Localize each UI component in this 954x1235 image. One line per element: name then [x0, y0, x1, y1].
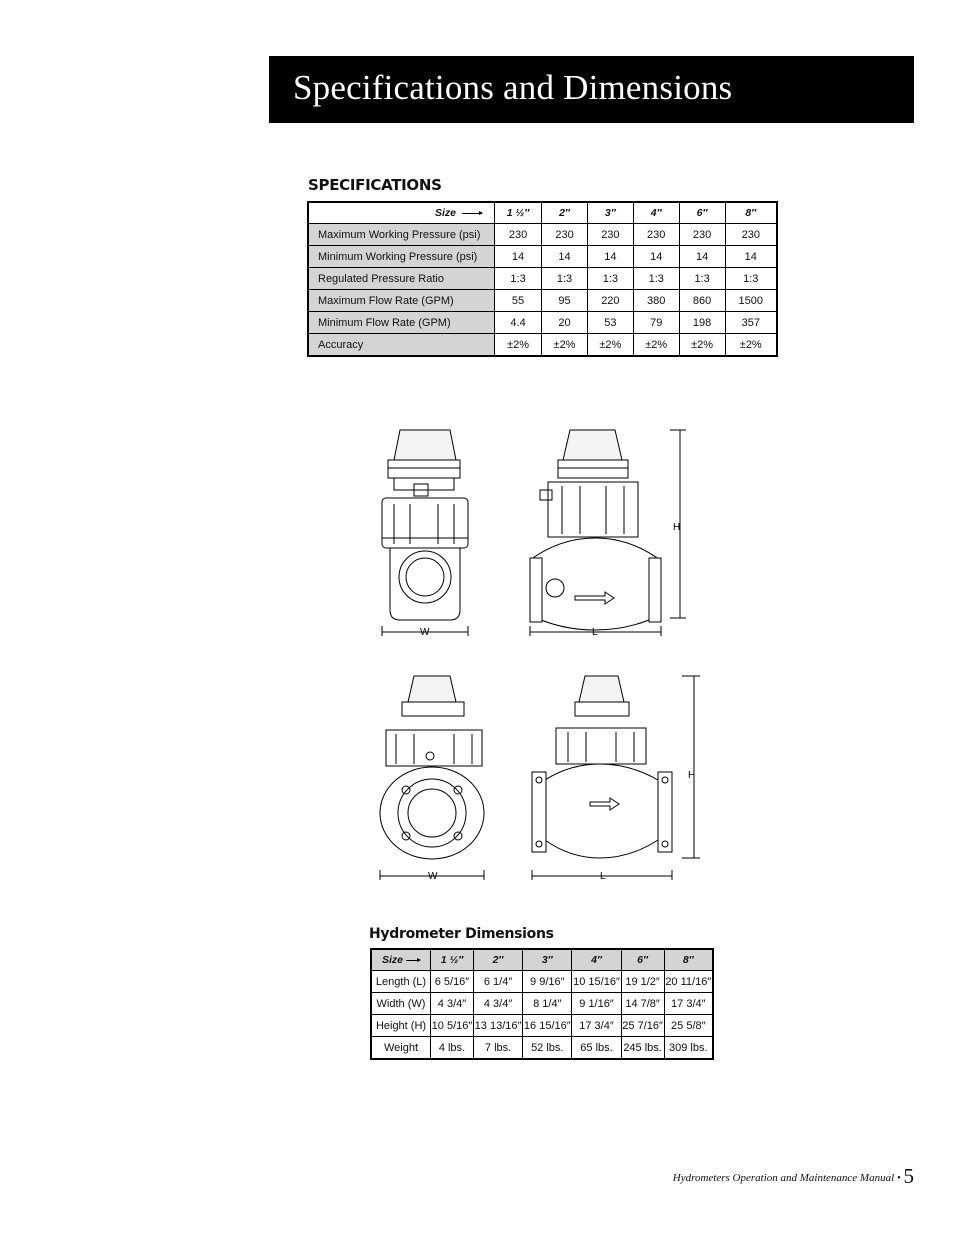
table-cell: 245 lbs.	[621, 1037, 664, 1060]
size-column-header: 2″	[473, 949, 522, 971]
table-row	[371, 993, 713, 1015]
table-cell: 230	[542, 224, 588, 246]
table-row	[308, 290, 777, 312]
table-cell: 65 lbs.	[572, 1037, 621, 1060]
row-label: Weight	[371, 1037, 431, 1060]
dimensions-header-row	[371, 949, 713, 971]
table-cell: 14	[495, 246, 542, 268]
bottom-front-width-label: W	[428, 871, 438, 882]
table-cell: 357	[725, 312, 777, 334]
table-cell: 52 lbs.	[523, 1037, 572, 1060]
row-label: Height (H)	[371, 1015, 431, 1037]
table-cell: 20 11/16″	[664, 971, 713, 993]
table-row	[308, 312, 777, 334]
size-column-header: 1 ½″	[431, 949, 474, 971]
table-cell: 1:3	[587, 268, 633, 290]
row-label: Length (L)	[371, 971, 431, 993]
bottom-side-length-label: L	[600, 871, 606, 882]
top-side-height-label: H	[673, 522, 681, 533]
small-meter-front-view	[382, 430, 468, 636]
table-cell: 13 13/16″	[473, 1015, 522, 1037]
page-title: Specifications and Dimensions	[293, 68, 733, 107]
row-label: Width (W)	[371, 993, 431, 1015]
page-footer	[673, 1164, 914, 1189]
size-header-cell	[371, 949, 431, 971]
size-column-header: 4″	[633, 202, 679, 224]
footer-separator: •	[896, 1172, 901, 1184]
table-cell: ±2%	[633, 334, 679, 357]
size-column-header: 3″	[523, 949, 572, 971]
table-cell: 95	[542, 290, 588, 312]
table-cell: 14	[542, 246, 588, 268]
table-cell: 14	[679, 246, 725, 268]
table-cell: ±2%	[495, 334, 542, 357]
specifications-header-row	[308, 202, 777, 224]
table-row	[308, 246, 777, 268]
table-cell: 6 1/4″	[473, 971, 522, 993]
table-cell: 14	[633, 246, 679, 268]
size-column-header: 1 ½″	[495, 202, 542, 224]
row-label: Maximum Working Pressure (psi)	[308, 224, 495, 246]
table-cell: 8 1/4″	[523, 993, 572, 1015]
title-bar	[269, 56, 914, 123]
table-cell: 1:3	[725, 268, 777, 290]
table-cell: 4 lbs.	[431, 1037, 474, 1060]
table-cell: 14	[725, 246, 777, 268]
specifications-table	[307, 201, 778, 357]
table-row	[308, 268, 777, 290]
table-cell: 20	[542, 312, 588, 334]
table-cell: ±2%	[725, 334, 777, 357]
table-cell: 55	[495, 290, 542, 312]
hydrometer-drawings	[370, 420, 710, 890]
table-cell: 14 7/8″	[621, 993, 664, 1015]
table-cell: 25 5/8″	[664, 1015, 713, 1037]
size-column-header: 4″	[572, 949, 621, 971]
table-cell: 9 9/16″	[523, 971, 572, 993]
page-number: 5	[903, 1164, 914, 1188]
table-cell: 1500	[725, 290, 777, 312]
table-cell: 230	[679, 224, 725, 246]
row-label: Minimum Flow Rate (GPM)	[308, 312, 495, 334]
table-cell: 25 7/16″	[621, 1015, 664, 1037]
top-side-length-label: L	[592, 627, 598, 638]
size-header-cell	[308, 202, 495, 224]
row-label: Minimum Working Pressure (psi)	[308, 246, 495, 268]
table-cell: 4.4	[495, 312, 542, 334]
specifications-heading: SPECIFICATIONS	[308, 176, 442, 194]
table-cell: 6 5/16″	[431, 971, 474, 993]
table-row	[371, 1037, 713, 1060]
table-row	[308, 224, 777, 246]
table-cell: 1:3	[633, 268, 679, 290]
dimensions-table	[370, 948, 714, 1060]
table-cell: 1:3	[542, 268, 588, 290]
table-cell: 17 3/4″	[664, 993, 713, 1015]
bottom-side-height-label: H	[688, 770, 696, 781]
table-cell: 230	[725, 224, 777, 246]
table-cell: 14	[587, 246, 633, 268]
arrow-right-icon	[462, 213, 482, 214]
size-column-header: 6″	[621, 949, 664, 971]
small-meter-side-view	[530, 430, 686, 636]
table-cell: 4 3/4″	[473, 993, 522, 1015]
table-cell: 230	[633, 224, 679, 246]
row-label: Regulated Pressure Ratio	[308, 268, 495, 290]
arrow-right-icon	[406, 960, 420, 961]
table-cell: 79	[633, 312, 679, 334]
table-cell: 860	[679, 290, 725, 312]
table-row	[308, 334, 777, 357]
large-meter-front-view	[380, 676, 484, 880]
table-cell: 7 lbs.	[473, 1037, 522, 1060]
size-column-header: 8″	[664, 949, 713, 971]
table-cell: ±2%	[679, 334, 725, 357]
table-cell: 380	[633, 290, 679, 312]
table-cell: 10 5/16″	[431, 1015, 474, 1037]
size-column-header: 3″	[587, 202, 633, 224]
table-cell: 10 15/16″	[572, 971, 621, 993]
size-column-header: 2″	[542, 202, 588, 224]
top-front-width-label: W	[420, 627, 430, 638]
table-cell: ±2%	[587, 334, 633, 357]
table-cell: 220	[587, 290, 633, 312]
table-cell: 1:3	[679, 268, 725, 290]
table-cell: 19 1/2″	[621, 971, 664, 993]
row-label: Maximum Flow Rate (GPM)	[308, 290, 495, 312]
large-meter-side-view	[532, 676, 700, 880]
table-cell: ±2%	[542, 334, 588, 357]
table-cell: 309 lbs.	[664, 1037, 713, 1060]
size-label: Size	[434, 207, 456, 219]
size-column-header: 6″	[679, 202, 725, 224]
table-row	[371, 971, 713, 993]
size-label: Size	[381, 954, 403, 966]
dimensions-heading: Hydrometer Dimensions	[369, 926, 554, 942]
table-cell: 17 3/4″	[572, 1015, 621, 1037]
table-row	[371, 1015, 713, 1037]
table-cell: 16 15/16″	[523, 1015, 572, 1037]
table-cell: 1:3	[495, 268, 542, 290]
manual-title: Hydrometers Operation and Maintenance Manual	[672, 1172, 895, 1184]
table-cell: 53	[587, 312, 633, 334]
table-cell: 198	[679, 312, 725, 334]
table-cell: 230	[495, 224, 542, 246]
row-label: Accuracy	[308, 334, 495, 357]
table-cell: 4 3/4″	[431, 993, 474, 1015]
table-cell: 9 1/16″	[572, 993, 621, 1015]
size-column-header: 8″	[725, 202, 777, 224]
table-cell: 230	[587, 224, 633, 246]
